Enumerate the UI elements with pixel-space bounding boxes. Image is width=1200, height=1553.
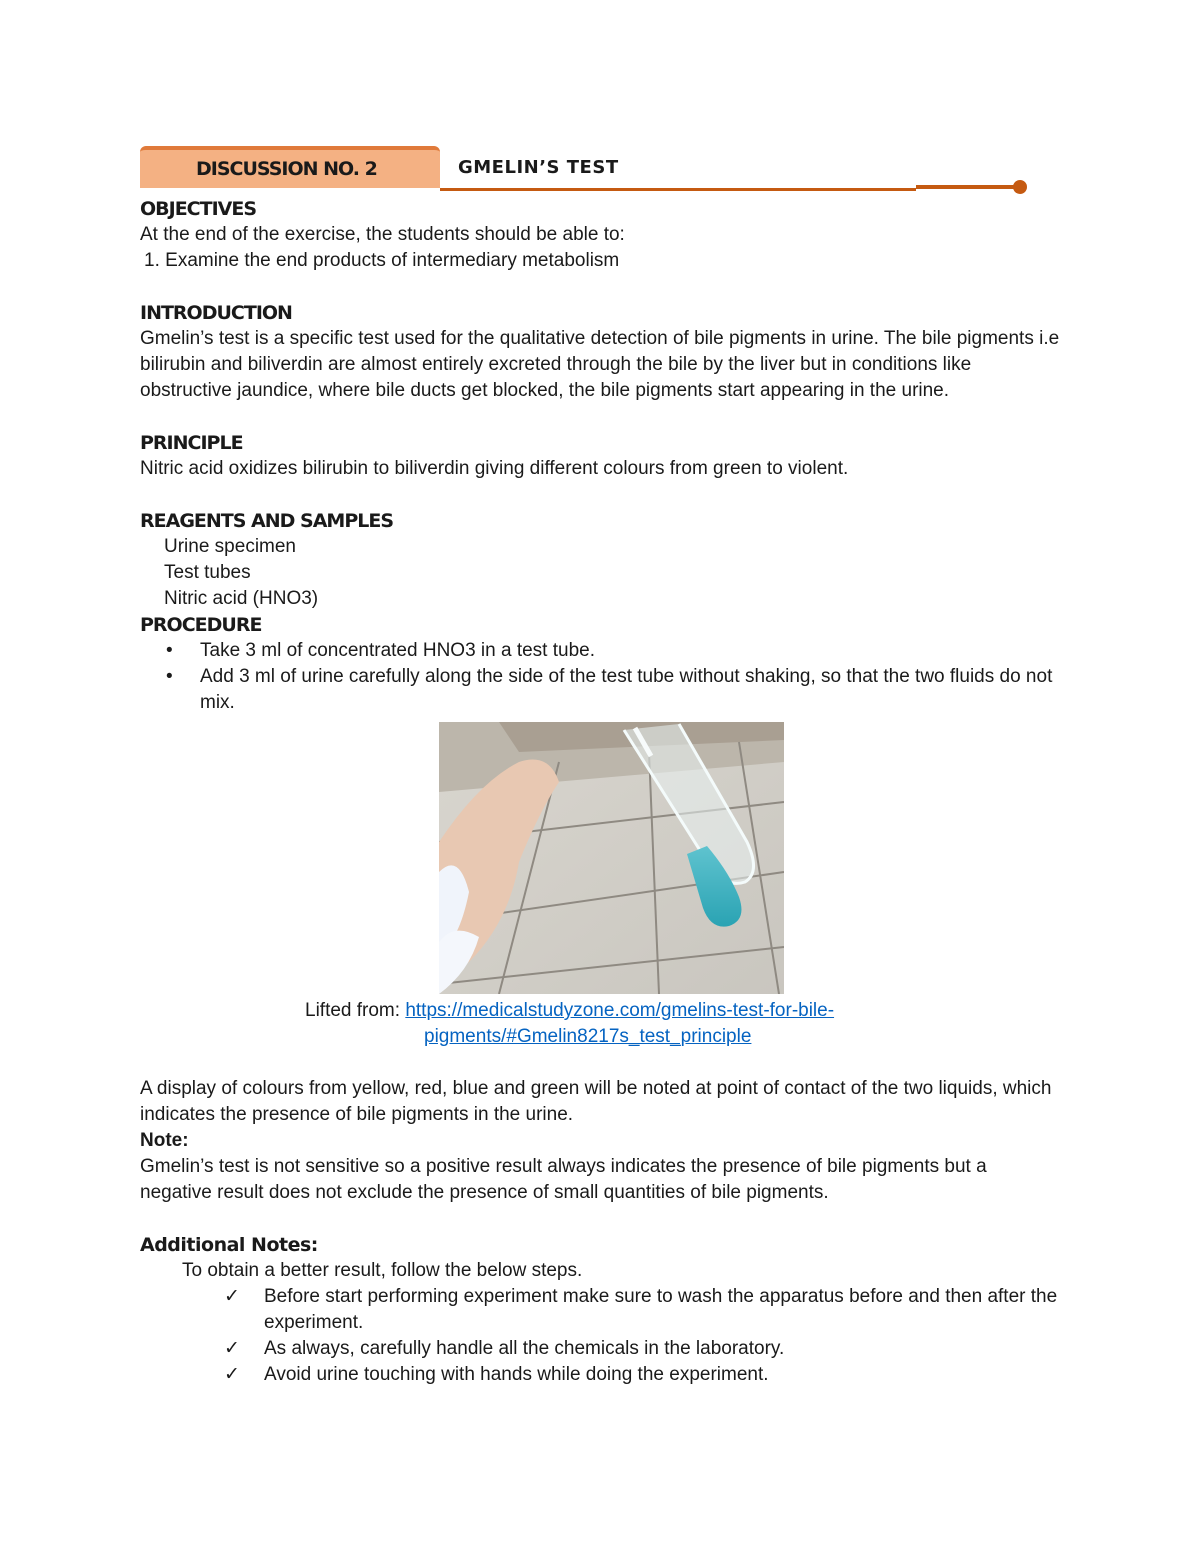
principle-heading: PRINCIPLE xyxy=(140,432,243,454)
objectives-intro: At the end of the exercise, the students should be able to: xyxy=(140,224,625,245)
document-body xyxy=(140,196,1060,1388)
additional-notes-intro: To obtain a better result, follow the below steps. xyxy=(182,1260,583,1281)
note-text: Gmelin’s test is not sensitive so a positive result always indicates the presence of bile pigments but a negative result does not exclude the presence of small quantities of bile pigments. xyxy=(140,1156,987,1203)
reagent-item: Nitric acid (HNO3) xyxy=(164,588,319,609)
note-item-text: Avoid urine touching with hands while doing the experiment. xyxy=(264,1364,769,1385)
page-title: GMELIN’S TEST xyxy=(458,157,619,178)
procedure-list xyxy=(140,638,1060,716)
caption-prefix: Lifted from: xyxy=(305,1000,401,1021)
header-rule-accent xyxy=(916,185,1020,189)
source-link-continued[interactable]: pigments/#Gmelin8217s_test_principle xyxy=(424,1026,752,1047)
header-rule xyxy=(440,188,916,191)
result-text: A display of colours from yellow, red, blue and green will be noted at point of contact of the two liquids, which indicates the presence of bile pigments in the urine. xyxy=(140,1078,1052,1125)
principle-text: Nitric acid oxidizes bilirubin to biliverdin giving different colours from green to violent. xyxy=(140,458,849,479)
objectives-heading: OBJECTIVES xyxy=(140,198,257,220)
note-item xyxy=(140,1362,1060,1388)
additional-notes-heading: Additional Notes: xyxy=(140,1234,318,1256)
note-item xyxy=(140,1284,1060,1336)
additional-notes-list xyxy=(140,1284,1060,1388)
note-item xyxy=(140,1336,1060,1362)
test-tube-photo xyxy=(439,722,784,994)
reagent-item: Test tubes xyxy=(164,562,251,583)
bullet-icon: • xyxy=(166,640,173,661)
objective-item-text: Examine the end products of intermediary metabolism xyxy=(165,250,620,271)
note-item-text: Before start performing experiment make sure to wash the apparatus before and then after the experiment. xyxy=(264,1286,1058,1333)
note-item-text: As always, carefully handle all the chemicals in the laboratory. xyxy=(264,1338,785,1359)
figure-caption xyxy=(140,998,1060,1050)
procedure-step-text: Take 3 ml of concentrated HNO3 in a test tube. xyxy=(200,640,595,661)
discussion-tab xyxy=(140,146,440,188)
procedure-heading: PROCEDURE xyxy=(140,614,262,636)
note-label: Note: xyxy=(140,1130,189,1151)
bullet-icon: • xyxy=(166,666,173,687)
header-rule-dot xyxy=(1013,180,1027,194)
checkmark-icon: ✓ xyxy=(224,1338,240,1359)
checkmark-icon: ✓ xyxy=(224,1286,240,1307)
introduction-text: Gmelin’s test is a specific test used for the qualitative detection of bile pigments in urine. The bile pigments i.e bilirubin and biliverdin are almost entirely excreted through the bile by the liver but in conditions like obstructive jaundice, where bile ducts get blocked, the bile pigments start appearing in the urine. xyxy=(140,328,1060,401)
reagent-item: Urine specimen xyxy=(164,536,296,557)
source-link[interactable]: https://medicalstudyzone.com/gmelins-test-for-bile- xyxy=(405,1000,835,1021)
procedure-step xyxy=(140,664,1060,716)
discussion-tab-label: DISCUSSION NO. 2 xyxy=(196,158,377,180)
procedure-step-text: Add 3 ml of urine carefully along the side of the test tube without shaking, so that the two fluids do not mix. xyxy=(200,666,1053,713)
checkmark-icon: ✓ xyxy=(224,1364,240,1385)
objective-item-number: 1. xyxy=(144,250,160,271)
introduction-heading: INTRODUCTION xyxy=(140,302,292,324)
procedure-step xyxy=(140,638,1060,664)
objective-item xyxy=(140,248,1060,274)
reagents-heading: REAGENTS AND SAMPLES xyxy=(140,510,394,532)
